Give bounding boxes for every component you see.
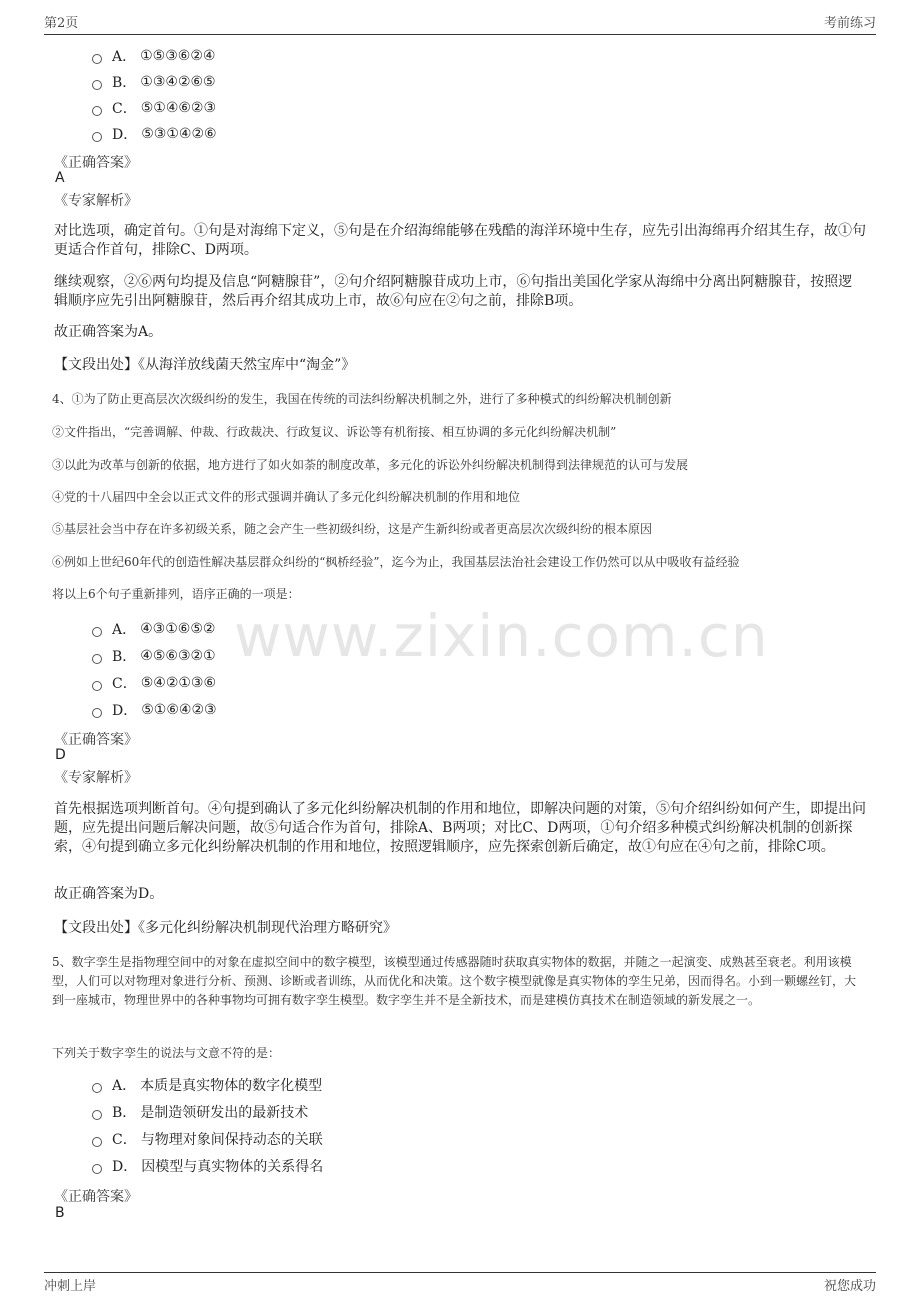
q5-stem: 5、数字孪生是指物理空间中的对象在虚拟空间中的数字模型，该模型通过传感器随时获取真实物体的数据，并随之一起演变、成熟甚至衰老。利用该模型，人们可以对物理对象进行分析、预测、诊断或者训练，从而优化和决策。这个数字模型就像是真实物体的孪生兄弟，因而得名。小到一颗螺丝钉，大到一座城市，物理世界中的各种事物均可拥有数字孪生模型。数字孪生并不是全新技术，而是建模仿真技术在制造领域的新发展之一。 bbox=[52, 955, 857, 1007]
option-letter: A． bbox=[112, 622, 137, 638]
q3-option-c[interactable] bbox=[92, 97, 216, 119]
q3-analysis-label: 《专家解析》 bbox=[54, 193, 138, 209]
footer-left: 冲刺上岸 bbox=[44, 1279, 97, 1294]
radio-icon[interactable] bbox=[92, 1083, 102, 1093]
q3-source: 【文段出处】《从海洋放线菌天然宝库中“淘金”》 bbox=[54, 357, 356, 373]
option-text: ⑤①⑥④②③ bbox=[141, 702, 217, 718]
q4-option-c[interactable] bbox=[92, 672, 216, 694]
q4-line-2: ②文件指出，“完善调解、仲裁、行政裁决、行政复议、诉讼等有机衔接、相互协调的多元化纠纷解决机制” bbox=[52, 425, 617, 439]
option-text: 本质是真实物体的数字化模型 bbox=[140, 1078, 323, 1094]
option-letter: C． bbox=[112, 676, 137, 692]
option-letter: D． bbox=[112, 127, 138, 143]
option-letter: B． bbox=[112, 649, 137, 665]
option-text: ⑤④②①③⑥ bbox=[140, 675, 217, 691]
page-footer bbox=[44, 1272, 876, 1294]
radio-icon[interactable] bbox=[92, 708, 102, 718]
q4-line-6: ⑥例如上世纪60年代的创造性解决基层群众纠纷的“枫桥经验”，迄今为止，我国基层法治社会建设工作仍然可以从中吸收有益经验 bbox=[52, 555, 740, 569]
q4-answer-label: 《正确答案》 bbox=[54, 732, 138, 748]
option-text: ⑤③①④②⑥ bbox=[141, 126, 217, 142]
radio-icon[interactable] bbox=[92, 1137, 102, 1147]
radio-icon[interactable] bbox=[92, 106, 102, 116]
q4-line-5: ⑤基层社会当中存在许多初级关系，随之会产生一些初级纠纷，这是产生新纠纷或者更高层次次级纠纷的根本原因 bbox=[52, 522, 653, 536]
option-text: ④③①⑥⑤② bbox=[140, 621, 216, 637]
radio-icon[interactable] bbox=[92, 54, 102, 64]
q3-option-a[interactable] bbox=[92, 45, 215, 67]
radio-icon[interactable] bbox=[92, 654, 102, 664]
radio-icon[interactable] bbox=[92, 681, 102, 691]
option-text: 是制造领研发出的最新技术 bbox=[140, 1105, 309, 1121]
q4-option-a[interactable] bbox=[92, 618, 215, 640]
q5-option-c[interactable] bbox=[92, 1128, 323, 1150]
radio-icon[interactable] bbox=[92, 627, 102, 637]
q4-line-4: ④党的十八届四中全会以正式文件的形式强调并确认了多元化纠纷解决机制的作用和地位 bbox=[52, 490, 521, 504]
q3-analysis-p3: 故正确答案为A。 bbox=[54, 324, 163, 340]
q4-source: 【文段出处】《多元化纠纷解决机制现代治理方略研究》 bbox=[54, 920, 397, 936]
q3-answer-label: 《正确答案》 bbox=[54, 155, 138, 171]
q4-line-3: ③以此为改革与创新的依据，地方进行了如火如荼的制度改革，多元化的诉讼外纠纷解决机制得到法律规范的认可与发展 bbox=[52, 458, 689, 472]
q4-question: 将以上6个句子重新排列，语序正确的一项是： bbox=[52, 587, 300, 601]
option-letter: B． bbox=[112, 1105, 137, 1121]
option-letter: D． bbox=[112, 1159, 138, 1175]
q5-question: 下列关于数字孪生的说法与文意不符的是： bbox=[52, 1046, 281, 1060]
radio-icon[interactable] bbox=[92, 1164, 102, 1174]
option-text: ④⑤⑥③②① bbox=[140, 648, 216, 664]
option-letter: B． bbox=[112, 75, 137, 91]
q4-analysis-p2: 故正确答案为D。 bbox=[54, 886, 164, 902]
q4-option-d[interactable] bbox=[92, 699, 217, 721]
footer-right: 祝您成功 bbox=[823, 1279, 876, 1294]
option-text: 与物理对象间保持动态的关联 bbox=[140, 1132, 323, 1148]
radio-icon[interactable] bbox=[92, 1110, 102, 1120]
q5-option-d[interactable] bbox=[92, 1155, 323, 1177]
header-title: 考前练习 bbox=[823, 16, 876, 31]
q4-analysis-p1: 首先根据选项判断首句。④句提到确认了多元化纠纷解决机制的作用和地位，即解决问题的对策，⑤句介绍纠纷如何产生，即提出问题，应先提出问题后解决问题，故⑤句适合作为首句，排除A、B两项；对比C、D两项，①句介绍多种模式纠纷解决机制的创新探索，④句提到确立多元化纠纷解决机制的作用和地位，按照逻辑顺序，应先探索创新后确定，故①句应在④句之前，排除C项。 bbox=[54, 801, 866, 855]
page-number: 第2页 bbox=[44, 16, 79, 31]
q5-option-a[interactable] bbox=[92, 1074, 322, 1096]
radio-icon[interactable] bbox=[92, 80, 102, 90]
option-letter: A． bbox=[112, 49, 137, 65]
q3-option-b[interactable] bbox=[92, 71, 216, 93]
q5-answer-label: 《正确答案》 bbox=[54, 1189, 138, 1205]
q4-line-1: 4、①为了防止更高层次次级纠纷的发生，我国在传统的司法纠纷解决机制之外，进行了多种模式的纠纷解决机制创新 bbox=[52, 392, 672, 406]
radio-icon[interactable] bbox=[92, 132, 102, 142]
q4-option-b[interactable] bbox=[92, 645, 216, 667]
q5-option-b[interactable] bbox=[92, 1101, 308, 1123]
q4-answer: D bbox=[55, 747, 66, 763]
q3-analysis-p2: 继续观察，②⑥两句均提及信息“阿糖腺苷”，②句介绍阿糖腺苷成功上市，⑥句指出美国化学家从海绵中分离出阿糖腺苷，按照逻辑顺序应先引出阿糖腺苷，然后再介绍其成功上市，故⑥句应在②句之前，排除B项。 bbox=[54, 274, 853, 309]
q3-option-d[interactable] bbox=[92, 123, 217, 145]
option-text: ①③④②⑥⑤ bbox=[140, 74, 216, 90]
q3-analysis-p1: 对比选项，确定首句。①句是对海绵下定义，⑤句是在介绍海绵能够在残酷的海洋环境中生存，应先引出海绵再介绍其生存，故①句更适合作首句，排除C、D两项。 bbox=[54, 223, 866, 258]
option-letter: C． bbox=[112, 1132, 137, 1148]
option-letter: C． bbox=[112, 101, 137, 117]
option-text: ⑤①④⑥②③ bbox=[140, 100, 217, 116]
page-header bbox=[44, 12, 876, 35]
q5-answer: B bbox=[55, 1205, 65, 1221]
option-letter: D． bbox=[112, 703, 138, 719]
watermark: www.zixin.com.cn bbox=[234, 602, 769, 670]
option-letter: A． bbox=[112, 1078, 137, 1094]
option-text: ①⑤③⑥②④ bbox=[140, 48, 216, 64]
option-text: 因模型与真实物体的关系得名 bbox=[141, 1159, 324, 1175]
q4-analysis-label: 《专家解析》 bbox=[54, 770, 138, 786]
q3-answer: A bbox=[55, 170, 65, 186]
